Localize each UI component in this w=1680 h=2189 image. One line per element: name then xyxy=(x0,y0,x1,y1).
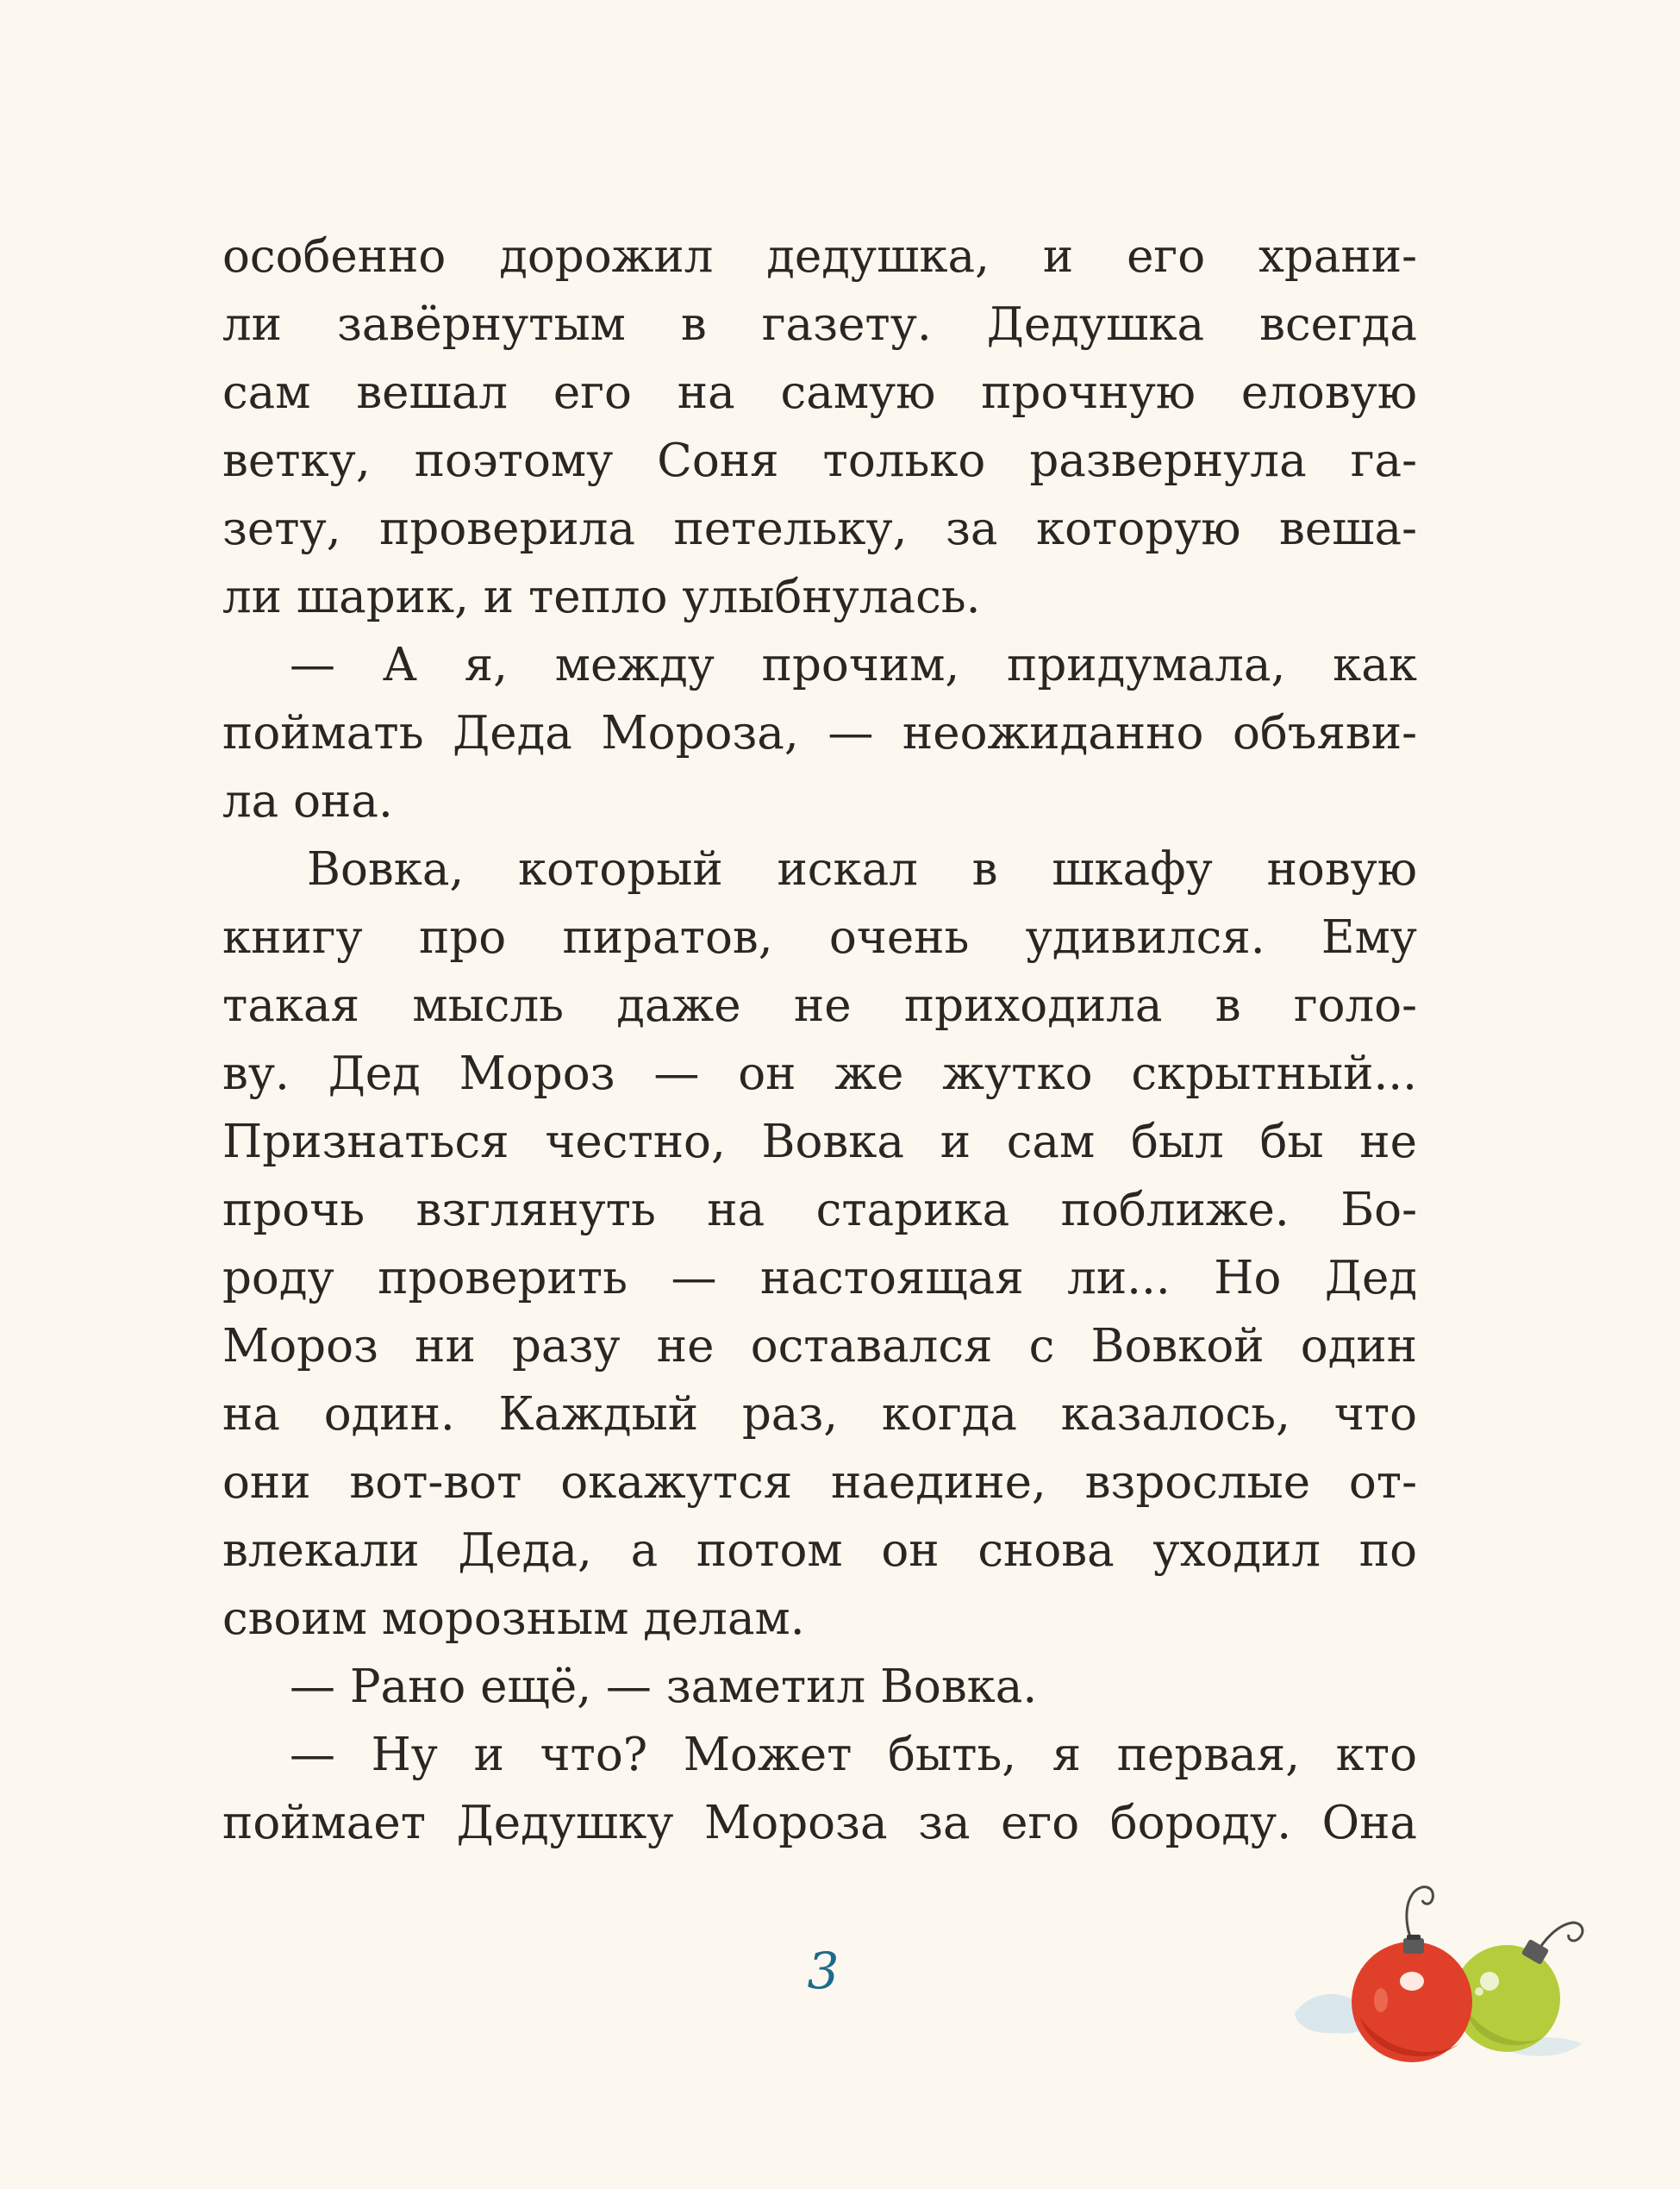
christmas-ornaments-illustration xyxy=(1284,1871,1612,2069)
text-line: — Ну и что? Может быть, я первая, кто xyxy=(290,1729,1417,1781)
text-line: ли шарик, и тепло улыбнулась. xyxy=(222,571,981,623)
text-line: Мороз ни разу не оставался с Вовкой один xyxy=(222,1320,1417,1373)
text-line: поймать Деда Мороза, — неожиданно объяви- xyxy=(222,707,1417,760)
text-line: Признаться честно, Вовка и сам был бы не xyxy=(222,1116,1417,1168)
red-ball xyxy=(1352,1942,1472,2062)
text-line: — А я, между прочим, придумала, как xyxy=(290,639,1417,691)
text-line: ветку, поэтому Соня только развернула га- xyxy=(222,435,1417,487)
text-line: особенно дорожил дедушка, и его храни- xyxy=(222,230,1417,283)
text-line: они вот-вот окажутся наедине, взрослые от- xyxy=(222,1456,1417,1509)
body-text xyxy=(222,222,1417,1857)
text-line: ву. Дед Мороз — он же жутко скрытный... xyxy=(222,1048,1417,1100)
page-number: 3 xyxy=(807,1942,840,2000)
text-line: Вовка, который искал в шкафу новую xyxy=(307,843,1417,896)
text-line: ли завёрнутым в газету. Дедушка всегда xyxy=(222,298,1417,351)
red-ball-cap xyxy=(1403,1938,1424,1954)
text-line: на один. Каждый раз, когда казалось, что xyxy=(222,1388,1417,1441)
text-line: поймает Дедушку Мороза за его бороду. Она xyxy=(222,1797,1417,1849)
text-line: ла она. xyxy=(222,775,393,828)
text-line: зету, проверила петельку, за которую веша- xyxy=(222,503,1417,555)
text-line: своим морозным делам. xyxy=(222,1592,805,1645)
text-line: сам вешал его на самую прочную еловую xyxy=(222,366,1417,419)
text-line: такая мысль даже не приходила в голо- xyxy=(222,979,1417,1032)
text-line: роду проверить — настоящая ли... Но Дед xyxy=(222,1252,1417,1304)
text-line: книгу про пиратов, очень удивился. Ему xyxy=(222,911,1417,964)
text-line: — Рано ещё, — заметил Вовка. xyxy=(290,1661,1038,1713)
text-line: прочь взглянуть на старика поближе. Бо- xyxy=(222,1184,1417,1236)
text-line: влекали Деда, а потом он снова уходил по xyxy=(222,1524,1417,1577)
